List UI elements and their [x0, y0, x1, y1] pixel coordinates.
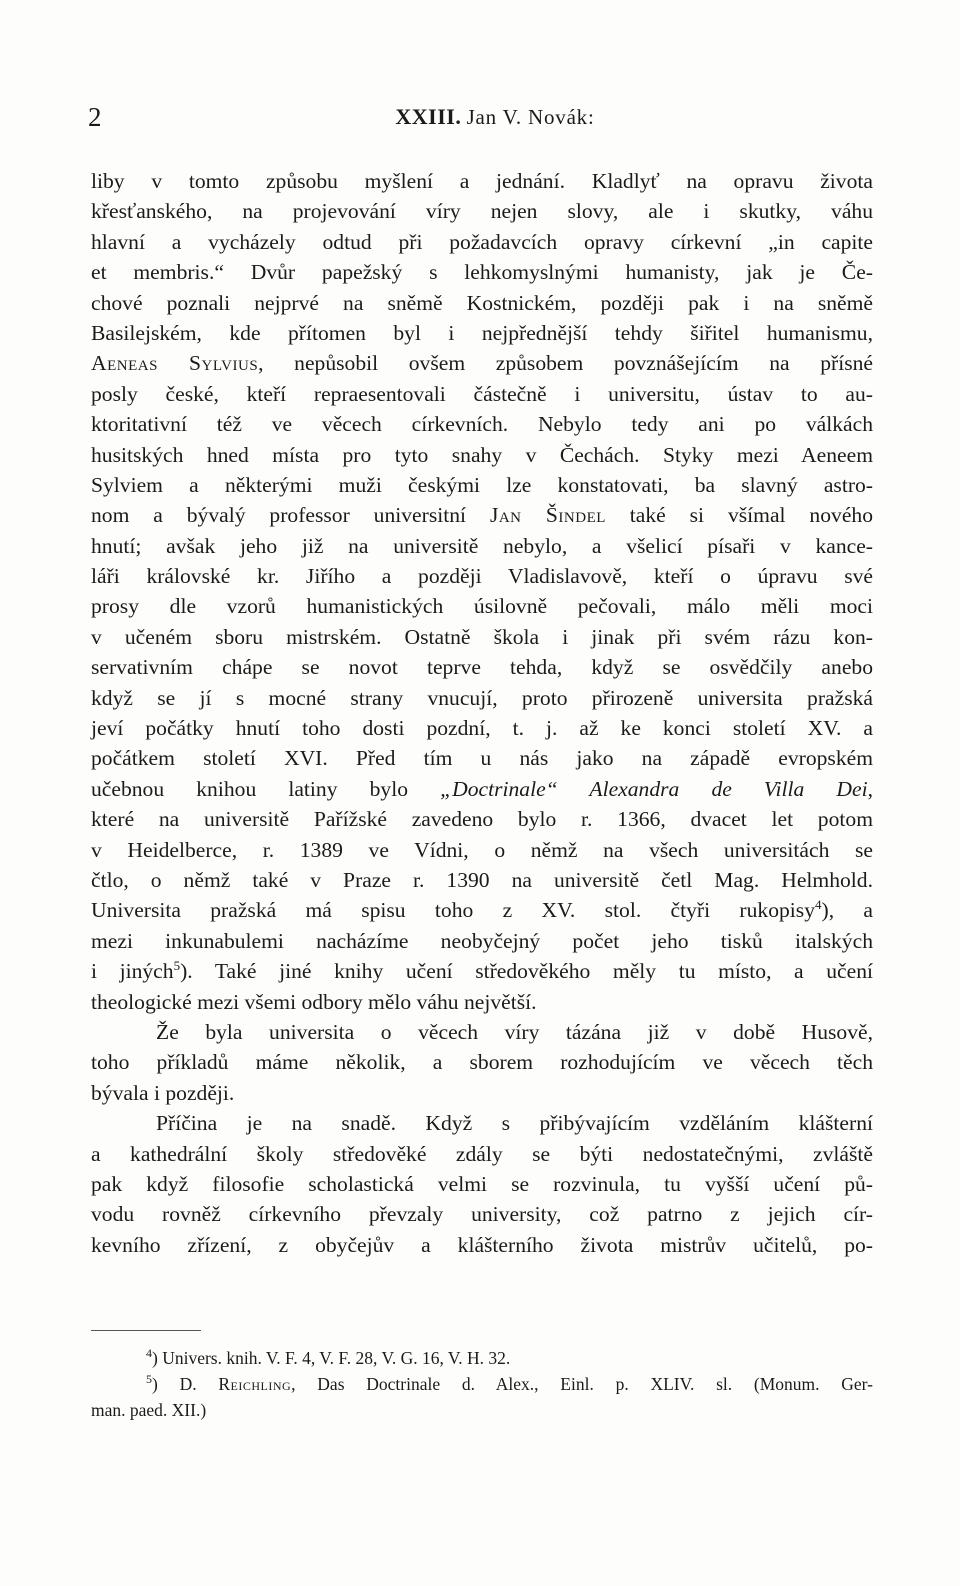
text-run: chové poznali nejprvé na sněmě Kostnickém, později pak i na sněmě	[91, 290, 873, 315]
text-line	[91, 288, 873, 318]
text-run: servativním chápe se novot teprve tehda, když se osvědčily anebo	[91, 655, 873, 680]
text-line	[91, 1139, 873, 1169]
text-line	[91, 318, 873, 348]
text-run: křesťanského, na projevování víry nejen slovy, ale i skutky, váhu	[91, 199, 873, 224]
text-line	[91, 348, 873, 378]
text-line	[91, 409, 873, 439]
text-run: vodu rovněž církevního převzaly university, což patrno z jejich cír-	[91, 1202, 873, 1227]
text-line	[91, 956, 873, 986]
text-run: et membris.“ Dvůr papežský s lehkomyslnými humanisty, jak je Če-	[91, 260, 873, 285]
text-line	[91, 1047, 873, 1077]
text-line	[91, 622, 873, 652]
text-run: Basilejském, kde přítomen byl i nejpřednější tehdy šiřitel humanismu,	[91, 320, 873, 345]
text-line	[91, 531, 873, 561]
text-line	[91, 1169, 873, 1199]
text-run: také si všímal nového	[605, 503, 873, 528]
text-run: i jiných	[91, 959, 174, 984]
text-line	[91, 196, 873, 226]
text-run: kevního zřízení, z obyčejův a klášterního života mistrův učitelů, po-	[91, 1232, 873, 1257]
text-line	[91, 895, 873, 925]
text-line	[91, 1108, 873, 1138]
chapter-number: XXIII.	[395, 104, 462, 129]
text-run: hnutí; avšak jeho již na universitě nebylo, a všelicí písaři v kance-	[91, 533, 873, 558]
text-line	[91, 652, 873, 682]
footnote-line	[91, 1397, 873, 1423]
text-line	[91, 227, 873, 257]
text-line	[91, 835, 873, 865]
footnote-divider	[91, 1330, 201, 1331]
text-line	[91, 591, 873, 621]
footnote	[91, 1345, 873, 1371]
text-run: toho příkladů máme několik, a sborem rozhodujícím ve věcech těch	[91, 1050, 873, 1075]
footnote-reference: 4	[815, 897, 822, 913]
text-run: Jan Šindel	[489, 503, 606, 528]
text-line	[91, 1017, 873, 1047]
text-run: , Das Doctrinale d. Alex., Einl. p. XLIV. sl. (Monum. Ger-	[291, 1374, 873, 1394]
text-run: počátkem století XVI. Před tím u nás jako na západě evropském	[91, 746, 873, 771]
text-line	[91, 379, 873, 409]
text-run: Reichling	[218, 1374, 292, 1394]
text-run: Aeneas Sylvius	[91, 351, 259, 376]
footnote-line	[91, 1371, 873, 1397]
text-run: Universita pražská má spisu toho z XV. stol. čtyři rukopisy	[91, 898, 816, 923]
text-run: , nepůsobil ovšem způsobem povznášejícím na přísné	[258, 351, 873, 376]
text-run: čtlo, o němž také v Praze r. 1390 na universitě četl Mag. Helmhold.	[91, 867, 873, 892]
chapter-author: Jan V. Novák:	[466, 105, 595, 129]
text-line	[91, 713, 873, 743]
text-run: které na universitě Pařížské zavedeno bylo r. 1366, dvacet let potom	[91, 807, 873, 832]
page-number: 2	[88, 102, 102, 132]
text-run: man. paed. XII.)	[91, 1400, 207, 1420]
text-run: láři královské kr. Jiřího a později Vladislavově, kteří o úpravu své	[91, 564, 873, 589]
text-line	[91, 257, 873, 287]
text-run: ) Univers. knih. V. F. 4, V. F. 28, V. G. 16, V. H. 32.	[152, 1348, 511, 1368]
text-run: bývala i později.	[91, 1080, 235, 1105]
text-line	[91, 561, 873, 591]
text-line	[91, 743, 873, 773]
text-line	[91, 500, 873, 530]
text-run: ,	[867, 776, 873, 801]
text-run: theologické mezi všemi odbory mělo váhu největší.	[91, 989, 537, 1014]
text-line	[91, 865, 873, 895]
text-run: posly české, kteří repraesentovali částečně i universitu, ústav to au-	[91, 381, 873, 406]
text-line	[91, 1230, 873, 1260]
text-run: prosy dle vzorů humanistických úsilovně pečovali, málo měli moci	[91, 594, 873, 619]
footnote-reference: 5	[146, 1372, 152, 1387]
text-run: Příčina je na snadě. Když s přibývajícím vzděláním klášterní	[156, 1111, 873, 1136]
footnote-line	[91, 1345, 873, 1371]
text-line	[91, 774, 873, 804]
text-run: ktoritativní též ve věcech církevních. Nebylo tedy ani po válkách	[91, 412, 873, 437]
text-run: husitských hned místa pro tyto snahy v Čechách. Styky mezi Aeneem	[91, 442, 873, 467]
text-run: ), a	[821, 898, 874, 923]
text-run: ) D.	[152, 1374, 219, 1394]
text-line	[91, 926, 873, 956]
footnote	[91, 1371, 873, 1423]
text-run: v učeném sboru mistrském. Ostatně škola i jinak při svém rázu kon-	[91, 624, 873, 649]
text-line	[91, 1199, 873, 1229]
text-line	[91, 440, 873, 470]
text-run: mezi inkunabulemi nacházíme neobyčejný počet jeho tisků italských	[91, 928, 873, 953]
text-line	[91, 1078, 873, 1108]
text-line	[91, 683, 873, 713]
body-text	[91, 166, 873, 1260]
footnotes	[91, 1345, 873, 1423]
text-run: hlavní a vycházely odtud při požadavcích opravy církevní „in capite	[91, 229, 873, 254]
text-run: nom a bývalý professor universitní	[91, 503, 490, 528]
text-line	[91, 804, 873, 834]
text-run: učebnou knihou latiny bylo	[91, 776, 441, 801]
running-head	[0, 102, 960, 132]
text-run: jeví počátky hnutí toho dosti pozdní, t. j. až ke konci století XV. a	[91, 716, 873, 741]
text-run: a kathedrální školy středověké zdály se býti nedostatečnými, zvláště	[91, 1141, 873, 1166]
text-run: liby v tomto způsobu myšlení a jednání. Kladlyť na opravu života	[91, 169, 873, 193]
text-run: Sylviem a některými muži českými lze konstatovati, ba slavný astro-	[91, 472, 873, 497]
text-run: v Heidelberce, r. 1389 ve Vídni, o němž na všech universitách se	[91, 837, 873, 862]
text-run: Že byla universita o věcech víry tázána již v době Husově,	[156, 1019, 873, 1044]
text-run: když se jí s mocné strany vnucují, proto přirozeně universita pražská	[91, 685, 873, 710]
text-line	[91, 166, 873, 196]
footnote-reference: 4	[146, 1346, 152, 1361]
text-run: pak když filosofie scholastická velmi se rozvinula, tu vyšší učení pů-	[91, 1171, 873, 1196]
text-line	[91, 987, 873, 1017]
text-line	[91, 470, 873, 500]
text-run: ). Také jiné knihy učení středověkého měly tu místo, a učení	[180, 959, 873, 984]
text-run: „Doctrinale“ Alexandra de Villa Dei	[440, 776, 868, 801]
footnote-reference: 5	[173, 957, 181, 973]
